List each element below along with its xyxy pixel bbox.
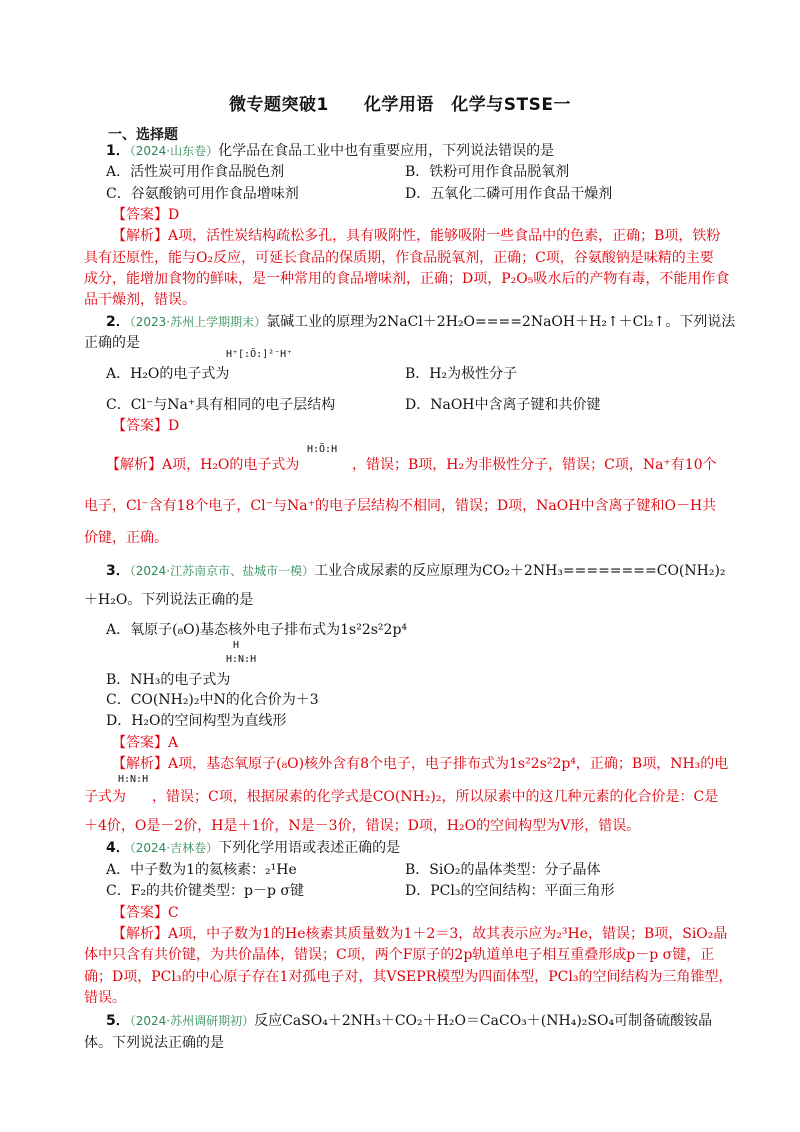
question-2-option-b: B．H₂为极性分子 bbox=[405, 366, 518, 382]
question-3-analysis-1: 【解析】A项，基态氧原子(₈O)核外含有8个电子，电子排布式为1s²2s²2p⁴，正确；B项，NH₃的电 bbox=[112, 756, 729, 772]
question-1-option-c: C．谷氨酸钠可用作食品增味剂 bbox=[106, 186, 299, 202]
question-2-option-d: D．NaOH中含离子键和共价键 bbox=[405, 397, 601, 413]
question-2-analysis-3: 价键，正确。 bbox=[84, 530, 168, 546]
page-title: 微专题突破1 化学用语 化学与STSE一 bbox=[228, 95, 572, 115]
question-2-option-a: A．H₂O的电子式为 bbox=[106, 366, 230, 382]
question-3-analysis-2b: ，错误；C项，根据尿素的化学式是CO(NH₂)₂，所以尿素中的这几种元素的化合价是：C是 bbox=[152, 789, 719, 805]
question-2-option-c: C．Cl⁻与Na⁺具有相同的电子层结构 bbox=[106, 397, 336, 413]
question-4-option-d: D．PCl₃的空间结构：平面三角形 bbox=[405, 883, 615, 899]
question-4-analysis-2: 体中只含有共价键，为共价晶体，错误；C项，两个F原子的2p轨道单电子相互重叠形成p－p σ键，正 bbox=[84, 947, 715, 963]
question-1-analysis-2: 具有还原性，能与O₂反应，可延长食品的保质期，作食品脱氧剂，正确；C项，谷氨酸钠是味精的主要 bbox=[84, 250, 714, 266]
lewis-nh3-analysis: H:N:H bbox=[118, 774, 149, 785]
question-3-option-c: C．CO(NH₂)₂中N的化合价为＋3 bbox=[106, 692, 319, 708]
question-1-option-a: A．活性炭可用作食品脱色剂 bbox=[106, 164, 285, 180]
question-2-stem: 2．（2023·苏州上学期期末）氯碱工业的原理为2NaCl＋2H₂O====2NaOH＋H₂↑＋Cl₂↑。下列说法 bbox=[106, 314, 736, 330]
question-4-stem: 4．（2024·吉林卷）下列化学用语或表述正确的是 bbox=[106, 840, 401, 856]
question-3-stem-cont: ＋H₂O。下列说法正确的是 bbox=[84, 592, 254, 608]
question-1-option-d: D．五氧化二磷可用作食品干燥剂 bbox=[405, 186, 613, 202]
question-1-analysis-4: 品干燥剂，错误。 bbox=[84, 292, 196, 308]
question-1-option-b: B．铁粉可用作食品脱氧剂 bbox=[405, 164, 570, 180]
question-2-analysis-1a: 【解析】A项，H₂O的电子式为 bbox=[106, 457, 300, 473]
question-5-stem-cont: 体。下列说法正确的是 bbox=[84, 1035, 224, 1051]
question-4-option-a: A．中子数为1的氦核素：₂¹He bbox=[106, 862, 297, 878]
lewis-structure-h2o: H:Ö:H bbox=[307, 444, 338, 455]
question-1-analysis-1: 【解析】A项，活性炭结构疏松多孔，具有吸附性，能够吸附一些食品中的色素，正确；B项，铁粉 bbox=[112, 228, 721, 244]
question-2-analysis-1b: ，错误；B项，H₂为非极性分子，错误；C项，Na⁺有10个 bbox=[352, 457, 717, 473]
question-3-analysis-3: ＋4价，O是－2价，H是＋1价，N是－3价，错误；D项，H₂O的空间构型为V形，错误。 bbox=[84, 818, 641, 834]
question-3-stem: 3．（2024·江苏南京市、盐城市一模）工业合成尿素的反应原理为CO₂＋2NH₃========CO(NH₂)₂ bbox=[106, 563, 726, 579]
question-3-option-d: D．H₂O的空间构型为直线形 bbox=[106, 713, 287, 729]
question-4-analysis-4: 错误。 bbox=[84, 990, 126, 1006]
question-2-analysis-2: 电子，Cl⁻含有18个电子，Cl⁻与Na⁺的电子层结构不相同，错误；D项，NaOH中含离子键和O－H共 bbox=[84, 498, 717, 514]
question-1-analysis-3: 成分，能增加食物的鲜味，是一种常用的食品增味剂，正确；D项，P₂O₅吸水后的产物有毒，不能用作食 bbox=[84, 271, 730, 287]
question-2-answer: 【答案】D bbox=[112, 418, 180, 434]
question-4-analysis-1: 【解析】A项，中子数为1的He核素其质量数为1＋2＝3，故其表示应为₂³He，错误；B项，SiO₂晶 bbox=[112, 926, 728, 942]
lewis-nh3-mid: H:N:H bbox=[226, 654, 257, 665]
question-3-option-b: B．NH₃的电子式为 bbox=[106, 672, 231, 688]
question-5-stem: 5．（2024·苏州调研期初）反应CaSO₄＋2NH₃＋CO₂＋H₂O＝CaCO₃＋(NH₄)₂SO₄可制备硫酸铵晶 bbox=[106, 1013, 713, 1029]
section-heading: 一、选择题 bbox=[108, 127, 178, 143]
lewis-nh3-top: H bbox=[233, 640, 240, 651]
question-4-option-c: C．F₂的共价键类型：p－p σ键 bbox=[106, 883, 304, 899]
question-4-answer: 【答案】C bbox=[112, 905, 179, 921]
question-1-stem: 1．（2024·山东卷）化学品在食品工业中也有重要应用，下列说法错误的是 bbox=[106, 143, 555, 159]
question-2-stem-cont: 正确的是 bbox=[84, 335, 140, 351]
lewis-structure-h2o-ionic: H⁺[:Ö:]²⁻H⁺ bbox=[226, 349, 293, 360]
question-3-answer: 【答案】A bbox=[112, 735, 179, 751]
question-3-analysis-2a: 子式为 bbox=[84, 789, 126, 805]
question-4-option-b: B．SiO₂的晶体类型：分子晶体 bbox=[405, 862, 601, 878]
question-4-analysis-3: 确；D项，PCl₃的中心原子存在1对孤电子对，其VSEPR模型为四面体型，PCl₃的空间结构为三角锥型， bbox=[84, 969, 733, 985]
question-3-option-a: A．氧原子(₈O)基态核外电子排布式为1s²2s²2p⁴ bbox=[106, 622, 408, 638]
question-1-answer: 【答案】D bbox=[112, 207, 180, 223]
